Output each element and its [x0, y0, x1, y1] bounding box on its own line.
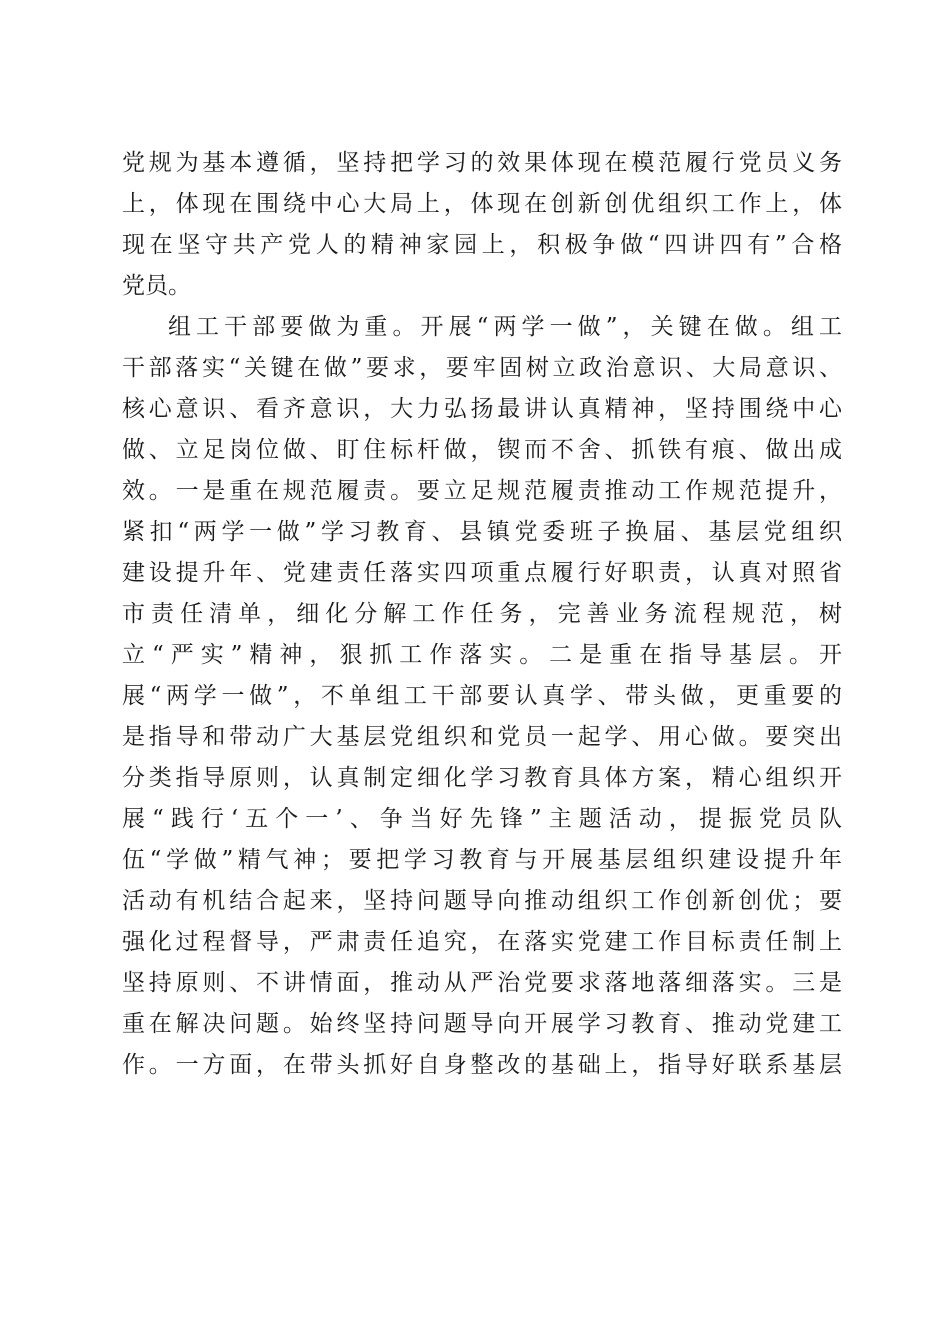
text-line: 上，体现在围绕中心大局上，体现在创新创优组织工作上，体	[122, 191, 842, 217]
text-line: 干部落实“关键在做”要求，要牢固树立政治意识、大局意识、	[122, 355, 842, 381]
text-line: 现在坚守共产党人的精神家园上，积极争做“四讲四有”合格	[122, 232, 842, 258]
text-line: 强化过程督导，严肃责任追究，在落实党建工作目标责任制上	[122, 929, 842, 955]
text-line: 展“践行‘五个一’、争当好先锋”主题活动，提振党员队	[122, 806, 842, 832]
text-line: 市责任清单，细化分解工作任务，完善业务流程规范，树	[122, 601, 842, 627]
text-line: 坚持原则、不讲情面，推动从严治党要求落地落细落实。三是	[122, 970, 842, 996]
text-line: 作。一方面，在带头抓好自身整改的基础上，指导好联系基层	[122, 1052, 842, 1078]
text-line: 党规为基本遵循，坚持把学习的效果体现在模范履行党员义务	[122, 150, 842, 176]
text-line: 紧扣“两学一做”学习教育、县镇党委班子换届、基层党组织	[122, 519, 842, 545]
text-line: 分类指导原则，认真制定细化学习教育具体方案，精心组织开	[122, 765, 842, 791]
text-line: 活动有机结合起来，坚持问题导向推动组织工作创新创优；要	[122, 888, 842, 914]
text-line: 党员。	[122, 273, 191, 299]
text-line: 核心意识、看齐意识，大力弘扬最讲认真精神，坚持围绕中心	[122, 396, 842, 422]
text-line: 立“严实”精神，狠抓工作落实。二是重在指导基层。开	[122, 642, 842, 668]
text-line: 建设提升年、党建责任落实四项重点履行好职责，认真对照省	[122, 560, 842, 586]
text-line: 效。一是重在规范履责。要立足规范履责推动工作规范提升，	[122, 478, 842, 504]
text-line: 做、立足岗位做、盯住标杆做，锲而不舍、抓铁有痕、做出成	[122, 437, 842, 463]
text-line: 重在解决问题。始终坚持问题导向开展学习教育、推动党建工	[122, 1011, 842, 1037]
document-body	[122, 143, 842, 1086]
paragraph-start-line: 组工干部要做为重。开展“两学一做”，关键在做。组工	[168, 314, 842, 340]
text-line: 伍“学做”精气神；要把学习教育与开展基层组织建设提升年	[122, 847, 842, 873]
text-line: 是指导和带动广大基层党组织和党员一起学、用心做。要突出	[122, 724, 842, 750]
text-line: 展“两学一做”，不单组工干部要认真学、带头做，更重要的	[122, 683, 842, 709]
